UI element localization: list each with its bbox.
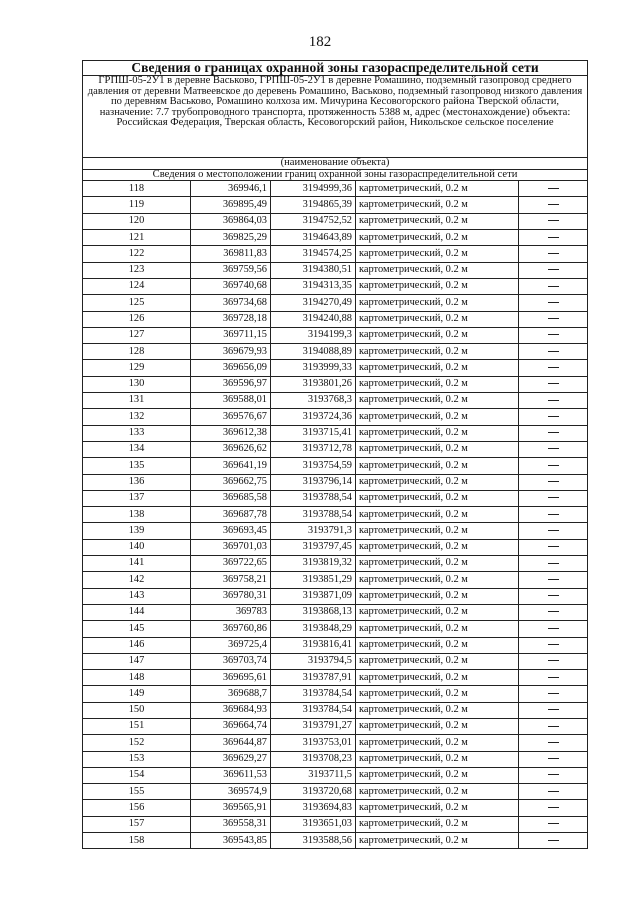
dash-mark	[548, 579, 559, 580]
x-coordinate-cell: 369895,49	[191, 197, 271, 213]
x-coordinate-cell: 369576,67	[191, 409, 271, 425]
method-accuracy-cell: картометрический, 0.2 м	[356, 278, 519, 294]
y-coordinate-cell: 3193797,45	[271, 539, 356, 555]
y-coordinate-cell: 3193715,41	[271, 425, 356, 441]
x-coordinate-cell: 369701,03	[191, 539, 271, 555]
dash-cell	[519, 523, 588, 539]
table-row	[83, 507, 588, 523]
y-coordinate-cell: 3194270,49	[271, 295, 356, 311]
point-number-cell: 139	[83, 523, 191, 539]
x-coordinate-cell: 369740,68	[191, 278, 271, 294]
dash-mark	[548, 726, 559, 727]
method-accuracy-cell: картометрический, 0.2 м	[356, 327, 519, 343]
y-coordinate-cell: 3193784,54	[271, 686, 356, 702]
x-coordinate-cell: 369780,31	[191, 588, 271, 604]
dash-cell	[519, 653, 588, 669]
table-row	[83, 327, 588, 343]
table-row	[83, 181, 588, 197]
method-accuracy-cell: картометрический, 0.2 м	[356, 441, 519, 457]
table-row	[83, 490, 588, 506]
table-row	[83, 702, 588, 718]
table-title: Сведения о границах охранной зоны газораспределительной сети	[83, 61, 588, 76]
x-coordinate-cell: 369626,62	[191, 441, 271, 457]
table-row	[83, 523, 588, 539]
dash-mark	[548, 253, 559, 254]
point-number-cell: 121	[83, 230, 191, 246]
point-number-cell: 137	[83, 490, 191, 506]
method-accuracy-cell: картометрический, 0.2 м	[356, 718, 519, 734]
x-coordinate-cell: 369783	[191, 604, 271, 620]
point-number-cell: 131	[83, 393, 191, 409]
x-coordinate-cell: 369864,03	[191, 213, 271, 229]
dash-mark	[548, 644, 559, 645]
table-row	[83, 735, 588, 751]
dash-cell	[519, 311, 588, 327]
dash-mark	[548, 334, 559, 335]
y-coordinate-cell: 3193711,5	[271, 767, 356, 783]
dash-cell	[519, 816, 588, 832]
method-accuracy-cell: картометрический, 0.2 м	[356, 702, 519, 718]
method-accuracy-cell: картометрический, 0.2 м	[356, 425, 519, 441]
y-coordinate-cell: 3194313,35	[271, 278, 356, 294]
object-description: ГРПШ-05-2У1 в деревне Васьково, ГРПШ-05-2У1 в деревне Ромашино, подземный газопровод среднего давления от деревни Матвеевское до деревень Ромашино, Васьково, подземный газопровод низкого давления по деревням Васьково, Ромашино колхоза им. Мичурина Кесовогорского района Тверской области, назначение: 7.7 трубопроводного транспорта, протяженность 5388 м, адрес (местонахождение) объекта: Российская Федерация, Тверская область, Кесовогорский район, Никольское сельское поселение	[83, 76, 588, 158]
table-row	[83, 767, 588, 783]
dash-cell	[519, 490, 588, 506]
dash-cell	[519, 718, 588, 734]
point-number-cell: 152	[83, 735, 191, 751]
x-coordinate-cell: 369760,86	[191, 621, 271, 637]
y-coordinate-cell: 3193768,3	[271, 393, 356, 409]
dash-cell	[519, 344, 588, 360]
dash-cell	[519, 278, 588, 294]
y-coordinate-cell: 3193753,01	[271, 735, 356, 751]
x-coordinate-cell: 369711,15	[191, 327, 271, 343]
table-row	[83, 441, 588, 457]
table-row	[83, 295, 588, 311]
x-coordinate-cell: 369574,9	[191, 784, 271, 800]
method-accuracy-cell: картометрический, 0.2 м	[356, 181, 519, 197]
point-number-cell: 119	[83, 197, 191, 213]
point-number-cell: 128	[83, 344, 191, 360]
table-row	[83, 686, 588, 702]
point-number-cell: 133	[83, 425, 191, 441]
dash-mark	[548, 774, 559, 775]
method-accuracy-cell: картометрический, 0.2 м	[356, 213, 519, 229]
x-coordinate-cell: 369558,31	[191, 816, 271, 832]
point-number-cell: 153	[83, 751, 191, 767]
method-accuracy-cell: картометрический, 0.2 м	[356, 686, 519, 702]
method-accuracy-cell: картометрический, 0.2 м	[356, 670, 519, 686]
method-accuracy-cell: картометрический, 0.2 м	[356, 637, 519, 653]
point-number-cell: 132	[83, 409, 191, 425]
dash-mark	[548, 758, 559, 759]
y-coordinate-cell: 3194643,89	[271, 230, 356, 246]
table-row	[83, 262, 588, 278]
y-coordinate-cell: 3193801,26	[271, 376, 356, 392]
table-row	[83, 409, 588, 425]
dash-cell	[519, 507, 588, 523]
x-coordinate-cell: 369662,75	[191, 474, 271, 490]
coordinates-table	[82, 60, 588, 849]
x-coordinate-cell: 369565,91	[191, 800, 271, 816]
table-row	[83, 588, 588, 604]
dash-mark	[548, 367, 559, 368]
method-accuracy-cell: картометрический, 0.2 м	[356, 458, 519, 474]
table-row	[83, 376, 588, 392]
table-row	[83, 637, 588, 653]
dash-mark	[548, 660, 559, 661]
y-coordinate-cell: 3193791,27	[271, 718, 356, 734]
table-row	[83, 833, 588, 849]
dash-mark	[548, 693, 559, 694]
table-row	[83, 751, 588, 767]
dash-cell	[519, 197, 588, 213]
method-accuracy-cell: картометрический, 0.2 м	[356, 295, 519, 311]
point-number-cell: 149	[83, 686, 191, 702]
dash-cell	[519, 767, 588, 783]
x-coordinate-cell: 369543,85	[191, 833, 271, 849]
table-row	[83, 344, 588, 360]
dash-mark	[548, 237, 559, 238]
method-accuracy-cell: картометрический, 0.2 м	[356, 784, 519, 800]
dash-cell	[519, 213, 588, 229]
point-number-cell: 130	[83, 376, 191, 392]
dash-cell	[519, 572, 588, 588]
dash-mark	[548, 514, 559, 515]
dash-mark	[548, 546, 559, 547]
method-accuracy-cell: картометрический, 0.2 м	[356, 833, 519, 849]
point-number-cell: 142	[83, 572, 191, 588]
page-number: 182	[308, 34, 332, 50]
table-row	[83, 816, 588, 832]
y-coordinate-cell: 3193708,23	[271, 751, 356, 767]
y-coordinate-cell: 3194752,52	[271, 213, 356, 229]
method-accuracy-cell: картометрический, 0.2 м	[356, 800, 519, 816]
dash-mark	[548, 840, 559, 841]
table-row	[83, 670, 588, 686]
point-number-cell: 144	[83, 604, 191, 620]
y-coordinate-cell: 3193796,14	[271, 474, 356, 490]
point-number-cell: 126	[83, 311, 191, 327]
table-row	[83, 393, 588, 409]
dash-cell	[519, 702, 588, 718]
dash-mark	[548, 611, 559, 612]
y-coordinate-cell: 3193720,68	[271, 784, 356, 800]
x-coordinate-cell: 369596,97	[191, 376, 271, 392]
y-coordinate-cell: 3194088,89	[271, 344, 356, 360]
y-coordinate-cell: 3193999,33	[271, 360, 356, 376]
method-accuracy-cell: картометрический, 0.2 м	[356, 751, 519, 767]
method-accuracy-cell: картометрический, 0.2 м	[356, 507, 519, 523]
table-row	[83, 556, 588, 572]
table-row	[83, 425, 588, 441]
dash-cell	[519, 474, 588, 490]
method-accuracy-cell: картометрический, 0.2 м	[356, 344, 519, 360]
dash-cell	[519, 246, 588, 262]
x-coordinate-cell: 369728,18	[191, 311, 271, 327]
x-coordinate-cell: 369656,09	[191, 360, 271, 376]
dash-mark	[548, 481, 559, 482]
point-number-cell: 147	[83, 653, 191, 669]
y-coordinate-cell: 3194999,36	[271, 181, 356, 197]
method-accuracy-cell: картометрический, 0.2 м	[356, 816, 519, 832]
point-number-cell: 143	[83, 588, 191, 604]
y-coordinate-cell: 3193848,29	[271, 621, 356, 637]
x-coordinate-cell: 369629,27	[191, 751, 271, 767]
y-coordinate-cell: 3193788,54	[271, 490, 356, 506]
dash-cell	[519, 441, 588, 457]
y-coordinate-cell: 3193868,13	[271, 604, 356, 620]
y-coordinate-cell: 3193724,36	[271, 409, 356, 425]
point-number-cell: 154	[83, 767, 191, 783]
dash-mark	[548, 204, 559, 205]
y-coordinate-cell: 3193694,83	[271, 800, 356, 816]
dash-mark	[548, 709, 559, 710]
method-accuracy-cell: картометрический, 0.2 м	[356, 409, 519, 425]
table-row	[83, 311, 588, 327]
dash-cell	[519, 327, 588, 343]
dash-mark	[548, 448, 559, 449]
table-row	[83, 539, 588, 555]
point-number-cell: 158	[83, 833, 191, 849]
x-coordinate-cell: 369946,1	[191, 181, 271, 197]
dash-cell	[519, 295, 588, 311]
point-number-cell: 120	[83, 213, 191, 229]
point-number-cell: 127	[83, 327, 191, 343]
point-number-cell: 136	[83, 474, 191, 490]
point-number-cell: 123	[83, 262, 191, 278]
table-row	[83, 800, 588, 816]
point-number-cell: 151	[83, 718, 191, 734]
point-number-cell: 156	[83, 800, 191, 816]
table-row	[83, 572, 588, 588]
dash-mark	[548, 563, 559, 564]
x-coordinate-cell: 369725,4	[191, 637, 271, 653]
method-accuracy-cell: картометрический, 0.2 м	[356, 490, 519, 506]
x-coordinate-cell: 369588,01	[191, 393, 271, 409]
table-row	[83, 784, 588, 800]
x-coordinate-cell: 369734,68	[191, 295, 271, 311]
dash-cell	[519, 262, 588, 278]
point-number-cell: 138	[83, 507, 191, 523]
point-number-cell: 146	[83, 637, 191, 653]
point-number-cell: 150	[83, 702, 191, 718]
y-coordinate-cell: 3193819,32	[271, 556, 356, 572]
x-coordinate-cell: 369722,65	[191, 556, 271, 572]
dash-mark	[548, 628, 559, 629]
y-coordinate-cell: 3193754,59	[271, 458, 356, 474]
dash-cell	[519, 588, 588, 604]
section-caption: Сведения о местоположении границ охранной зоны газораспределительной сети	[83, 169, 588, 181]
dash-mark	[548, 791, 559, 792]
y-coordinate-cell: 3194865,39	[271, 197, 356, 213]
y-coordinate-cell: 3193794,5	[271, 653, 356, 669]
dash-cell	[519, 360, 588, 376]
dash-mark	[548, 188, 559, 189]
method-accuracy-cell: картометрический, 0.2 м	[356, 588, 519, 604]
x-coordinate-cell: 369811,83	[191, 246, 271, 262]
y-coordinate-cell: 3193588,56	[271, 833, 356, 849]
method-accuracy-cell: картометрический, 0.2 м	[356, 311, 519, 327]
dash-mark	[548, 677, 559, 678]
method-accuracy-cell: картометрический, 0.2 м	[356, 604, 519, 620]
dash-cell	[519, 556, 588, 572]
dash-cell	[519, 181, 588, 197]
dash-cell	[519, 751, 588, 767]
dash-mark	[548, 269, 559, 270]
x-coordinate-cell: 369687,78	[191, 507, 271, 523]
y-coordinate-cell: 3194574,25	[271, 246, 356, 262]
y-coordinate-cell: 3193651,03	[271, 816, 356, 832]
point-number-cell: 141	[83, 556, 191, 572]
x-coordinate-cell: 369688,7	[191, 686, 271, 702]
dash-cell	[519, 670, 588, 686]
method-accuracy-cell: картометрический, 0.2 м	[356, 197, 519, 213]
dash-mark	[548, 220, 559, 221]
method-accuracy-cell: картометрический, 0.2 м	[356, 572, 519, 588]
x-coordinate-cell: 369703,74	[191, 653, 271, 669]
point-number-cell: 140	[83, 539, 191, 555]
x-coordinate-cell: 369758,21	[191, 572, 271, 588]
x-coordinate-cell: 369664,74	[191, 718, 271, 734]
point-number-cell: 155	[83, 784, 191, 800]
dash-cell	[519, 539, 588, 555]
dash-cell	[519, 784, 588, 800]
x-coordinate-cell: 369644,87	[191, 735, 271, 751]
method-accuracy-cell: картометрический, 0.2 м	[356, 360, 519, 376]
dash-mark	[548, 318, 559, 319]
x-coordinate-cell: 369684,93	[191, 702, 271, 718]
dash-mark	[548, 742, 559, 743]
y-coordinate-cell: 3193784,54	[271, 702, 356, 718]
table-row	[83, 360, 588, 376]
method-accuracy-cell: картометрический, 0.2 м	[356, 556, 519, 572]
dash-cell	[519, 409, 588, 425]
dash-mark	[548, 823, 559, 824]
x-coordinate-cell: 369641,19	[191, 458, 271, 474]
dash-cell	[519, 621, 588, 637]
x-coordinate-cell: 369685,58	[191, 490, 271, 506]
method-accuracy-cell: картометрический, 0.2 м	[356, 653, 519, 669]
dash-cell	[519, 393, 588, 409]
dash-cell	[519, 637, 588, 653]
x-coordinate-cell: 369825,29	[191, 230, 271, 246]
point-number-cell: 148	[83, 670, 191, 686]
table-row	[83, 230, 588, 246]
dash-mark	[548, 302, 559, 303]
table-row	[83, 246, 588, 262]
dash-mark	[548, 400, 559, 401]
table-row	[83, 718, 588, 734]
y-coordinate-cell: 3193712,78	[271, 441, 356, 457]
dash-cell	[519, 735, 588, 751]
method-accuracy-cell: картометрический, 0.2 м	[356, 735, 519, 751]
dash-mark	[548, 383, 559, 384]
method-accuracy-cell: картометрический, 0.2 м	[356, 474, 519, 490]
method-accuracy-cell: картометрический, 0.2 м	[356, 262, 519, 278]
y-coordinate-cell: 3193816,41	[271, 637, 356, 653]
dash-mark	[548, 530, 559, 531]
point-number-cell: 124	[83, 278, 191, 294]
dash-cell	[519, 376, 588, 392]
table-row	[83, 458, 588, 474]
table-row	[83, 604, 588, 620]
dash-mark	[548, 416, 559, 417]
method-accuracy-cell: картометрический, 0.2 м	[356, 523, 519, 539]
dash-mark	[548, 432, 559, 433]
method-accuracy-cell: картометрический, 0.2 м	[356, 767, 519, 783]
point-number-cell: 157	[83, 816, 191, 832]
y-coordinate-cell: 3194240,88	[271, 311, 356, 327]
table-row	[83, 213, 588, 229]
point-number-cell: 118	[83, 181, 191, 197]
dash-cell	[519, 458, 588, 474]
dash-mark	[548, 465, 559, 466]
y-coordinate-cell: 3194199,3	[271, 327, 356, 343]
point-number-cell: 134	[83, 441, 191, 457]
y-coordinate-cell: 3193788,54	[271, 507, 356, 523]
y-coordinate-cell: 3193851,29	[271, 572, 356, 588]
x-coordinate-cell: 369612,38	[191, 425, 271, 441]
method-accuracy-cell: картометрический, 0.2 м	[356, 376, 519, 392]
x-coordinate-cell: 369695,61	[191, 670, 271, 686]
dash-cell	[519, 686, 588, 702]
method-accuracy-cell: картометрический, 0.2 м	[356, 393, 519, 409]
dash-cell	[519, 230, 588, 246]
y-coordinate-cell: 3193791,3	[271, 523, 356, 539]
dash-mark	[548, 286, 559, 287]
dash-cell	[519, 833, 588, 849]
method-accuracy-cell: картометрический, 0.2 м	[356, 539, 519, 555]
dash-cell	[519, 604, 588, 620]
dash-mark	[548, 807, 559, 808]
point-number-cell: 135	[83, 458, 191, 474]
x-coordinate-cell: 369611,53	[191, 767, 271, 783]
point-number-cell: 125	[83, 295, 191, 311]
table-row	[83, 197, 588, 213]
dash-cell	[519, 800, 588, 816]
point-number-cell: 122	[83, 246, 191, 262]
y-coordinate-cell: 3193871,09	[271, 588, 356, 604]
dash-mark	[548, 351, 559, 352]
point-number-cell: 145	[83, 621, 191, 637]
dash-mark	[548, 497, 559, 498]
object-name-caption: (наименование объекта)	[83, 158, 588, 170]
x-coordinate-cell: 369759,56	[191, 262, 271, 278]
y-coordinate-cell: 3194380,51	[271, 262, 356, 278]
y-coordinate-cell: 3193787,91	[271, 670, 356, 686]
method-accuracy-cell: картометрический, 0.2 м	[356, 230, 519, 246]
method-accuracy-cell: картометрический, 0.2 м	[356, 246, 519, 262]
table-row	[83, 278, 588, 294]
method-accuracy-cell: картометрический, 0.2 м	[356, 621, 519, 637]
table-row	[83, 621, 588, 637]
dash-cell	[519, 425, 588, 441]
x-coordinate-cell: 369679,93	[191, 344, 271, 360]
dash-mark	[548, 595, 559, 596]
table-row	[83, 653, 588, 669]
point-number-cell: 129	[83, 360, 191, 376]
x-coordinate-cell: 369693,45	[191, 523, 271, 539]
table-row	[83, 474, 588, 490]
